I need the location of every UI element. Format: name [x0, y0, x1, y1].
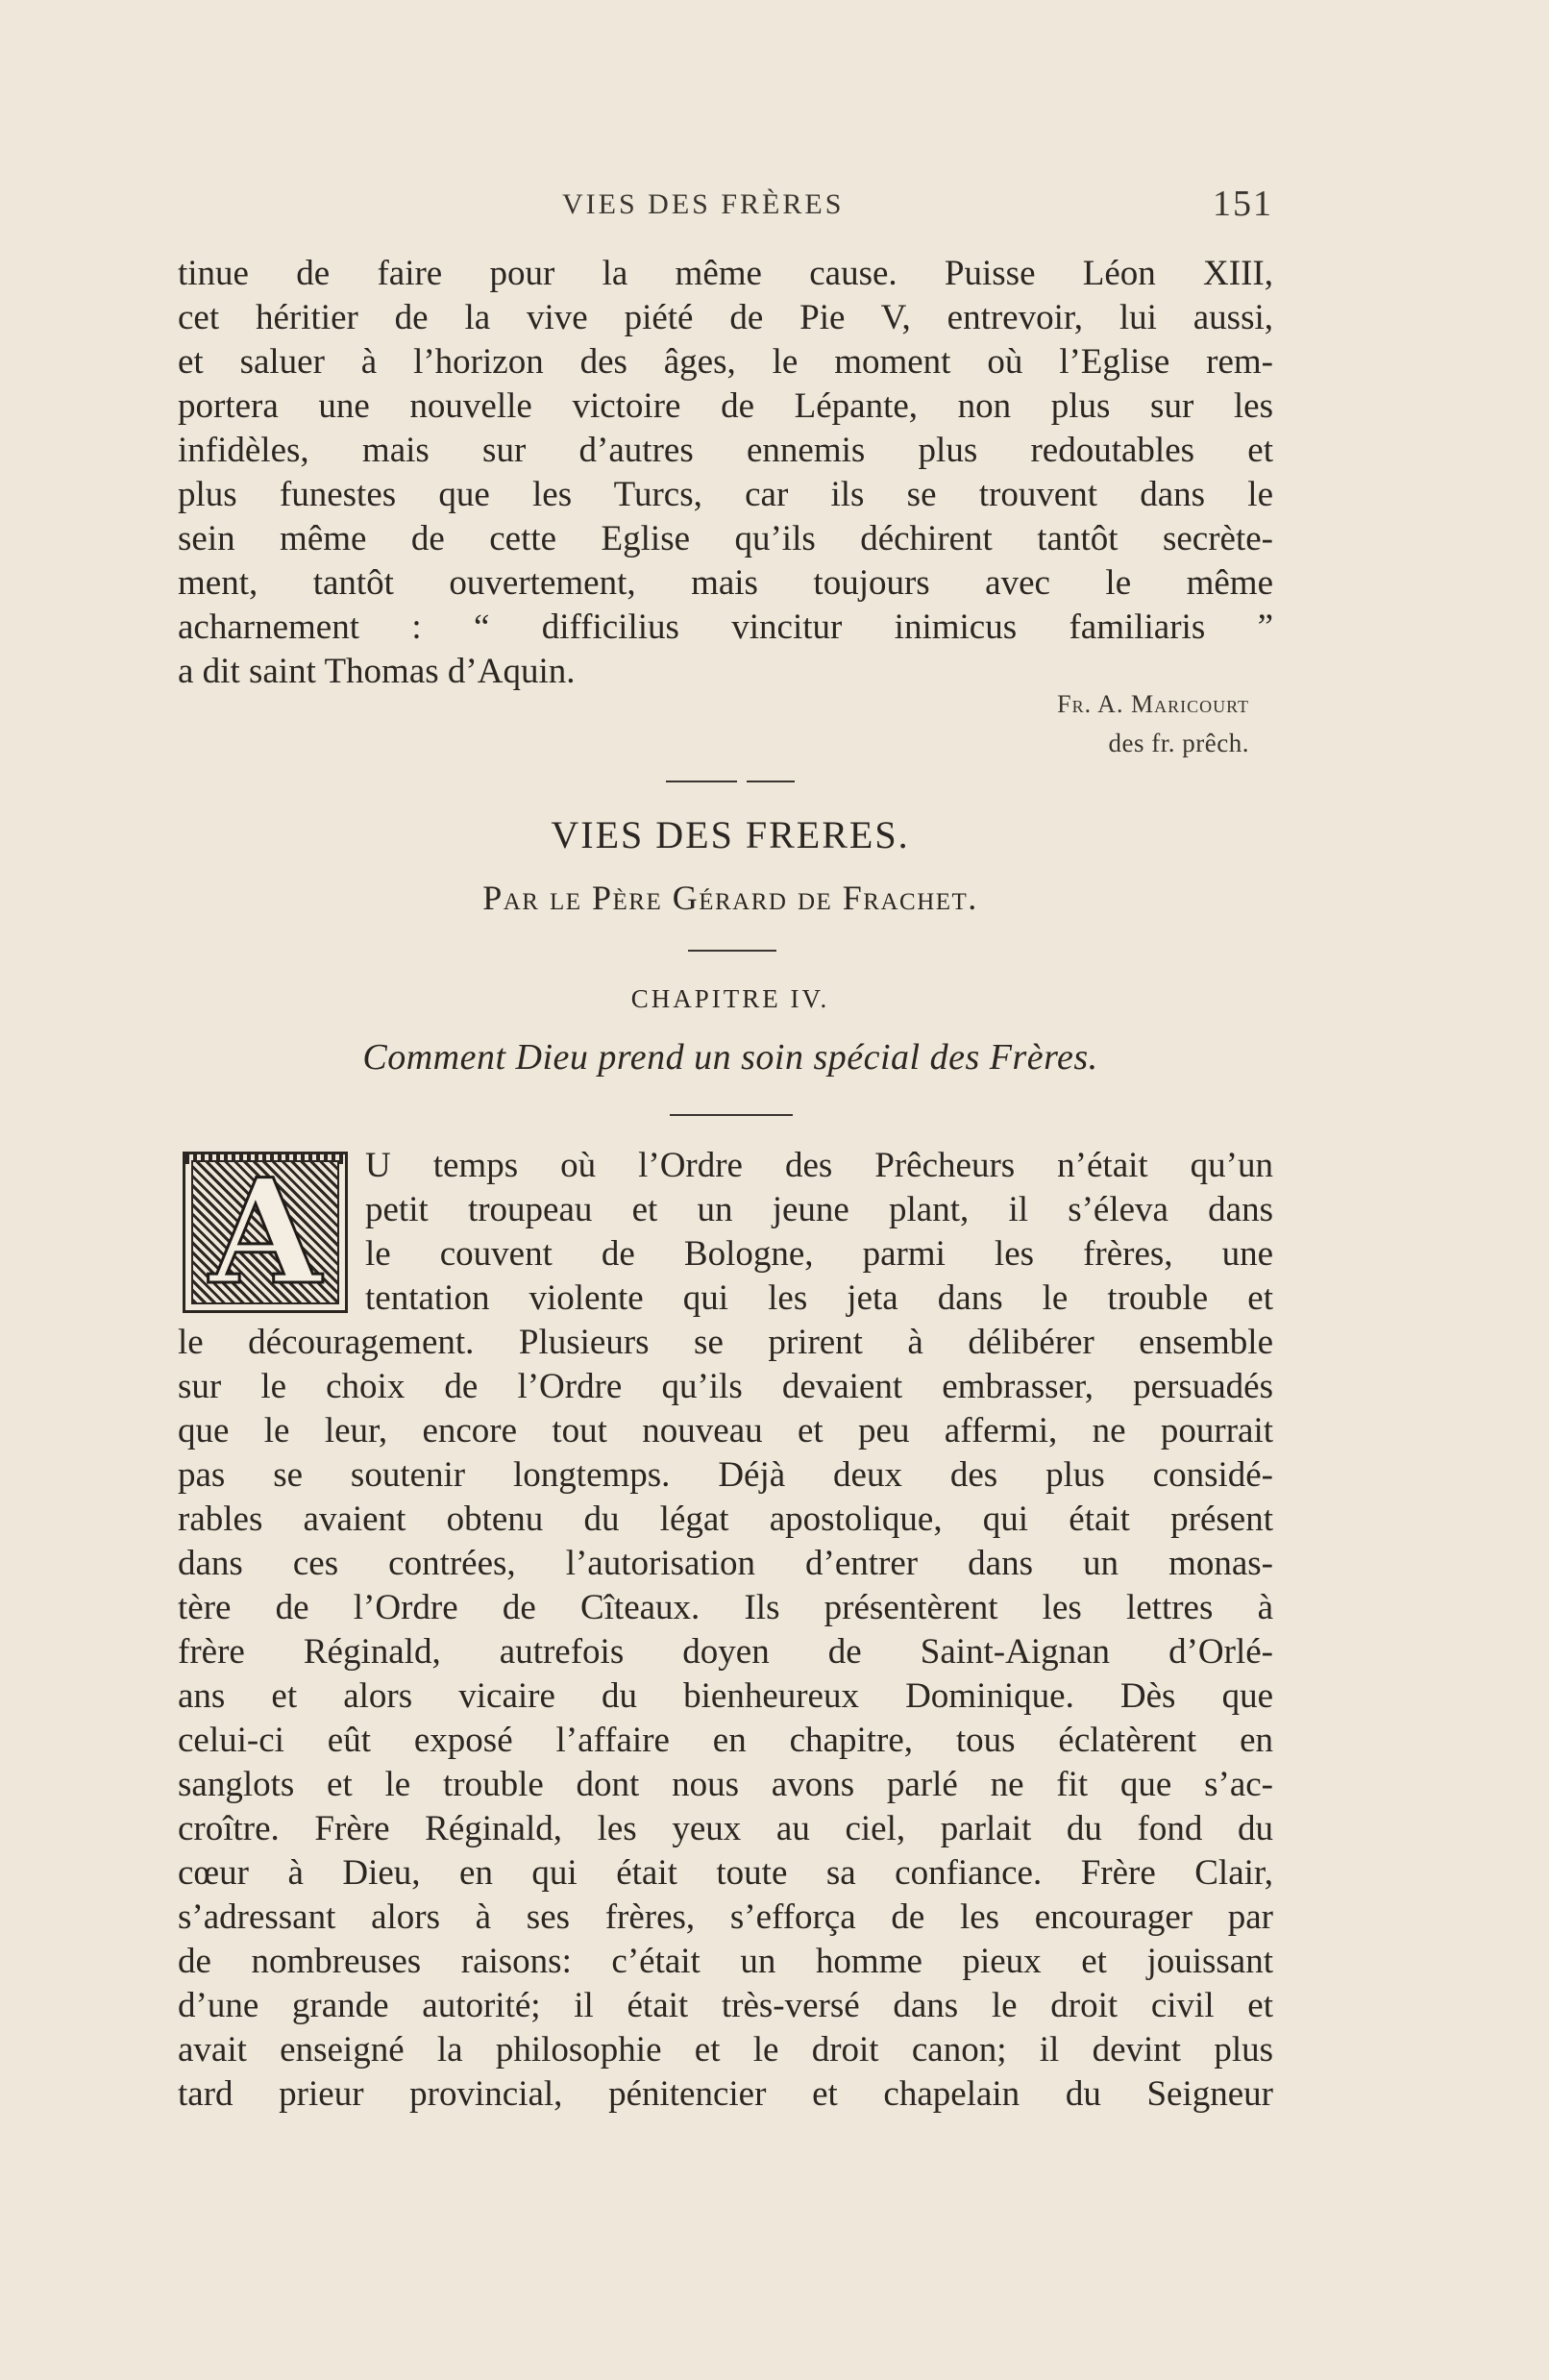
text-line: dans ces contrées, l’autorisation d’entrer dans un monas-: [178, 1544, 1273, 1583]
text-line: plus funestes que les Turcs, car ils se trouvent dans le: [178, 475, 1273, 514]
chapter-title: CHAPITRE IV.: [630, 984, 830, 1013]
text-line: ment, tantôt ouvertement, mais toujours avec le même: [178, 563, 1273, 603]
initial-letter: A: [209, 1148, 322, 1317]
text-line: acharnement : “ difficilius vincitur inimicus familiaris ”: [178, 607, 1273, 647]
text-line: portera une nouvelle victoire de Lépante, non plus sur les: [178, 386, 1273, 426]
text-line: sur le choix de l’Ordre qu’ils devaient embrasser, persuadés: [178, 1367, 1273, 1406]
text-line: tard prieur provincial, pénitencier et chapelain du Seigneur: [178, 2074, 1273, 2114]
running-title: VIES DES FRÈRES: [562, 188, 845, 220]
chapter-paragraph: [178, 1144, 1273, 2117]
text-line: le couvent de Bologne, parmi les frères, une: [365, 1234, 1273, 1274]
text-line: a dit saint Thomas d’Aquin.: [178, 652, 576, 691]
text-line: infidèles, mais sur d’autres ennemis plus redoutables et: [178, 431, 1273, 470]
title-divider: [688, 950, 776, 952]
chapter-subtitle: Comment Dieu prend un soin spécial des Frères.: [362, 1037, 1098, 1078]
text-line: que le leur, encore tout nouveau et peu affermi, ne pourrait: [178, 1411, 1273, 1450]
signature-affiliation: des fr. prêch.: [1108, 729, 1249, 757]
paragraph-continued: [178, 252, 1273, 694]
section-title: VIES DES FRERES.: [551, 813, 910, 856]
signature-name: Fr. A. Maricourt: [1057, 690, 1249, 718]
section-author: Par le Père Gérard de Frachet.: [482, 879, 978, 917]
text-line: tentation violente qui les jeta dans le trouble et: [365, 1278, 1273, 1318]
text-line: d’une grande autorité; il était très-versé dans le droit civil et: [178, 1986, 1273, 2025]
text-line: cet héritier de la vive piété de Pie V, entrevoir, lui aussi,: [178, 298, 1273, 337]
section-divider: [747, 781, 795, 782]
text-line: frère Réginald, autrefois doyen de Saint-Aignan d’Orlé-: [178, 1632, 1273, 1672]
page-number: 151: [1213, 184, 1273, 224]
text-line: sein même de cette Eglise qu’ils déchirent tantôt secrète-: [178, 519, 1273, 558]
text-line: sanglots et le trouble dont nous avons parlé ne fit que s’ac-: [178, 1765, 1273, 1804]
text-line: U temps où l’Ordre des Prêcheurs n’était qu’un: [365, 1146, 1273, 1185]
text-line: rables avaient obtenu du légat apostolique, qui était présent: [178, 1500, 1273, 1539]
text-line: avait enseigné la philosophie et le droit canon; il devint plus: [178, 2030, 1273, 2070]
chapter-divider: [670, 1114, 793, 1116]
section-divider: [666, 781, 737, 782]
text-line: s’adressant alors à ses frères, s’efforça de les encourager par: [178, 1897, 1273, 1937]
text-line: ans et alors vicaire du bienheureux Dominique. Dès que: [178, 1676, 1273, 1716]
text-line: tinue de faire pour la même cause. Puisse Léon XIII,: [178, 254, 1273, 293]
text-line: petit troupeau et un jeune plant, il s’éleva dans: [365, 1190, 1273, 1229]
text-line: de nombreuses raisons: c’était un homme pieux et jouissant: [178, 1942, 1273, 1981]
text-line: celui-ci eût exposé l’affaire en chapitre, tous éclatèrent en: [178, 1721, 1273, 1760]
text-line: croître. Frère Réginald, les yeux au ciel, parlait du fond du: [178, 1809, 1273, 1848]
text-line: tère de l’Ordre de Cîteaux. Ils présentèrent les lettres à: [178, 1588, 1273, 1627]
text-line: cœur à Dieu, en qui était toute sa confiance. Frère Clair,: [178, 1853, 1273, 1893]
text-line: pas se soutenir longtemps. Déjà deux des plus considé-: [178, 1455, 1273, 1495]
text-line: et saluer à l’horizon des âges, le moment où l’Eglise rem-: [178, 342, 1273, 382]
text-line: le découragement. Plusieurs se prirent à délibérer ensemble: [178, 1323, 1273, 1362]
